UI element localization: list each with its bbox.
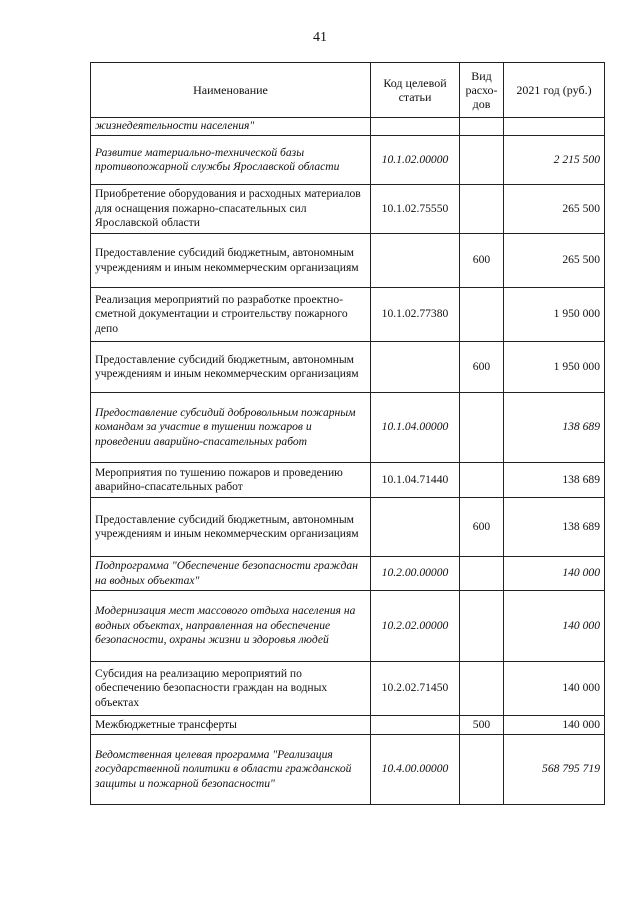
- name-cell: Мероприятия по тушению пожаров и проведению аварийно-спасательных работ: [91, 463, 371, 498]
- code-cell: 10.1.02.75550: [371, 185, 460, 234]
- sum-cell: 138 689: [504, 393, 605, 463]
- sum-cell: 140 000: [504, 716, 605, 735]
- table-row: [91, 498, 605, 557]
- table-row: [91, 662, 605, 716]
- name-cell: жизнедеятельности населения": [91, 118, 371, 136]
- name-cell: Предоставление субсидий бюджетным, автономным учреждениям и иным некоммерческим организациям: [91, 234, 371, 288]
- sum-cell: 1 950 000: [504, 342, 605, 393]
- name-cell: Предоставление субсидий бюджетным, автономным учреждениям и иным некоммерческим организациям: [91, 342, 371, 393]
- code-cell: [371, 118, 460, 136]
- code-cell: [371, 498, 460, 557]
- vid-cell: [460, 288, 504, 342]
- code-cell: 10.1.04.71440: [371, 463, 460, 498]
- table-row: [91, 735, 605, 805]
- sum-cell: 1 950 000: [504, 288, 605, 342]
- code-cell: 10.2.02.71450: [371, 662, 460, 716]
- vid-cell: [460, 735, 504, 805]
- code-cell: 10.2.02.00000: [371, 591, 460, 662]
- name-cell: Межбюджетные трансферты: [91, 716, 371, 735]
- code-cell: [371, 234, 460, 288]
- name-cell: Подпрограмма "Обеспечение безопасности граждан на водных объектах": [91, 557, 371, 591]
- vid-cell: [460, 185, 504, 234]
- name-cell: Реализация мероприятий по разработке проектно-сметной документации и строительству пожарного депо: [91, 288, 371, 342]
- sum-cell: 265 500: [504, 234, 605, 288]
- code-cell: 10.2.00.00000: [371, 557, 460, 591]
- header-sum: 2021 год (руб.): [504, 63, 605, 118]
- vid-cell: 600: [460, 342, 504, 393]
- name-cell: Субсидия на реализацию мероприятий по обеспечению безопасности граждан на водных объектах: [91, 662, 371, 716]
- table-row: [91, 716, 605, 735]
- table-row: [91, 463, 605, 498]
- table-row: [91, 185, 605, 234]
- code-cell: 10.4.00.00000: [371, 735, 460, 805]
- vid-cell: [460, 118, 504, 136]
- code-cell: [371, 342, 460, 393]
- vid-cell: 500: [460, 716, 504, 735]
- code-cell: 10.1.04.00000: [371, 393, 460, 463]
- budget-table: [90, 62, 605, 805]
- vid-cell: [460, 393, 504, 463]
- table-header-row: [91, 63, 605, 118]
- header-vid: Вид расхо-дов: [460, 63, 504, 118]
- table-row: [91, 393, 605, 463]
- table-row: [91, 136, 605, 185]
- table-row: [91, 591, 605, 662]
- name-cell: Модернизация мест массового отдыха населения на водных объектах, направленная на обеспечение безопасности, охраны жизни и здоровья людей: [91, 591, 371, 662]
- table-row: [91, 342, 605, 393]
- sum-cell: 138 689: [504, 463, 605, 498]
- code-cell: 10.1.02.77380: [371, 288, 460, 342]
- sum-cell: 140 000: [504, 591, 605, 662]
- vid-cell: 600: [460, 234, 504, 288]
- name-cell: Предоставление субсидий добровольным пожарным командам за участие в тушении пожаров и проведении аварийно-спасательных работ: [91, 393, 371, 463]
- vid-cell: [460, 463, 504, 498]
- sum-cell: 2 215 500: [504, 136, 605, 185]
- table-row: [91, 118, 605, 136]
- sum-cell: 138 689: [504, 498, 605, 557]
- page-number: 41: [313, 30, 327, 45]
- name-cell: Развитие материально-технической базы противопожарной службы Ярославской области: [91, 136, 371, 185]
- vid-cell: [460, 662, 504, 716]
- code-cell: [371, 716, 460, 735]
- sum-cell: 140 000: [504, 557, 605, 591]
- header-code: Код целевой статьи: [371, 63, 460, 118]
- vid-cell: 600: [460, 498, 504, 557]
- table-row: [91, 557, 605, 591]
- vid-cell: [460, 591, 504, 662]
- header-name: Наименование: [91, 63, 371, 118]
- code-cell: 10.1.02.00000: [371, 136, 460, 185]
- sum-cell: [504, 118, 605, 136]
- name-cell: Приобретение оборудования и расходных материалов для оснащения пожарно-спасательных сил Ярославской области: [91, 185, 371, 234]
- vid-cell: [460, 136, 504, 185]
- sum-cell: 265 500: [504, 185, 605, 234]
- table-row: [91, 234, 605, 288]
- vid-cell: [460, 557, 504, 591]
- name-cell: Ведомственная целевая программа "Реализация государственной политики в области гражданской защиты и пожарной безопасности": [91, 735, 371, 805]
- table-row: [91, 288, 605, 342]
- name-cell: Предоставление субсидий бюджетным, автономным учреждениям и иным некоммерческим организациям: [91, 498, 371, 557]
- sum-cell: 568 795 719: [504, 735, 605, 805]
- sum-cell: 140 000: [504, 662, 605, 716]
